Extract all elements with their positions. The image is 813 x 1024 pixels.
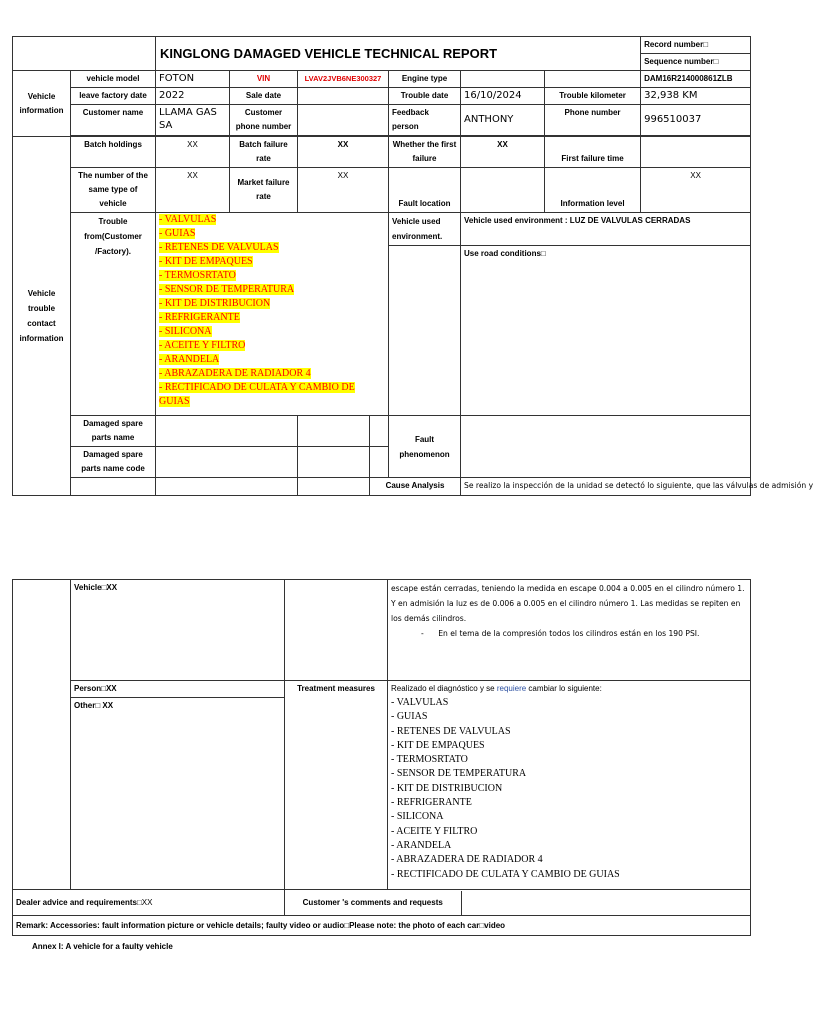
damaged-parts-code-label: Damaged spare parts name code	[71, 447, 156, 478]
leave-factory-label: leave factory date	[71, 88, 156, 105]
sale-date-label: Sale date	[230, 88, 298, 105]
road-conditions-label: Use road conditions□	[461, 246, 751, 416]
customer-phone-label: Customer phone number	[230, 105, 298, 136]
treatment-item: - ACEITE Y FILTRO	[391, 825, 478, 837]
trouble-item	[159, 241, 385, 255]
trouble-item-text: - KIT DE EMPAQUES	[159, 256, 253, 267]
customer-phone-value	[298, 105, 389, 136]
info-level-label: Information level	[545, 168, 641, 213]
treatment-measures-label: Treatment measures	[285, 681, 388, 890]
cause-bullet-item: - En el tema de la compresión todos los cilindros están en los 190 PSI.	[421, 629, 700, 638]
batch-failure-value: XX	[298, 137, 389, 168]
vehicle-model-label: vehicle model	[71, 71, 156, 88]
customer-name-value: LLAMA GAS SA	[156, 105, 230, 136]
trouble-from-label: Trouble from(Customer /Factory).	[71, 213, 156, 416]
damaged-parts-name-value-1	[156, 416, 298, 447]
treatment-item: - RECTIFICADO DE CULATA Y CAMBIO DE GUIAS	[391, 868, 620, 880]
trouble-item-text: - SENSOR DE TEMPERATURA	[159, 284, 295, 295]
damaged-parts-code-value-2	[298, 447, 370, 478]
trouble-item-text: - ACEITE Y FILTRO	[159, 340, 246, 351]
cause-blank-2	[156, 478, 298, 496]
trouble-item-text: - VALVULAS	[159, 214, 217, 225]
feedback-person-value: ANTHONY	[461, 105, 545, 136]
first-failure-value: XX	[461, 137, 545, 168]
damaged-parts-name-value-2	[298, 416, 370, 447]
cause-blank-1	[71, 478, 156, 496]
same-type-value: XX	[156, 168, 230, 213]
cause-continued	[388, 580, 751, 681]
trouble-item-text: - TERMOSRTATO	[159, 270, 236, 281]
leave-factory-value: 2022	[156, 88, 230, 105]
batch-holdings-label: Batch holdings	[71, 137, 156, 168]
sale-date-value	[298, 88, 389, 105]
vin-label: VIN	[230, 71, 298, 88]
phone-value: 996510037	[641, 105, 751, 136]
fault-location-label: Fault location	[389, 168, 461, 213]
engine-type-extra	[545, 71, 641, 88]
cause-analysis-text: Se realizo la inspección de la unidad se detectó lo siguiente, que las válvulas de admisión y	[461, 478, 751, 496]
customer-comments-cell	[285, 890, 751, 916]
fault-location-value	[461, 168, 545, 213]
report-title: KINGLONG DAMAGED VEHICLE TECHNICAL REPORT	[156, 37, 641, 71]
trouble-item-text: - SILICONA	[159, 326, 212, 337]
annex-note: Annex I: A vehicle for a faulty vehicle	[32, 942, 173, 951]
engine-type-label: Engine type	[389, 71, 461, 88]
cause-continued-text: escape están cerradas, teniendo la medida en escape 0.004 a 0.005 en el cilindro número 1. Y en admisión la luz es de 0.006 a 0.005 en el cilindro número 1. Las medidas se repiten en los demás cilindros.	[391, 584, 745, 623]
market-failure-label: Market failure rate	[230, 168, 298, 213]
trouble-item-text: - ABRAZADERA DE RADIADOR 4	[159, 368, 311, 379]
info-level-value: XX	[641, 168, 751, 213]
batch-failure-label: Batch failure rate	[230, 137, 298, 168]
treatment-item: - SENSOR DE TEMPERATURA	[391, 768, 527, 780]
damaged-parts-name-value-3	[370, 416, 389, 447]
phone-label: Phone number	[545, 105, 641, 136]
sequence-number-label: Sequence number□	[641, 54, 751, 71]
customer-comments-label: Customer 's comments and requests	[285, 891, 461, 915]
treatment-item: - REFRIGERANTE	[391, 797, 472, 809]
fault-phenomenon-label: Fault phenomenon	[389, 416, 461, 478]
trouble-item	[159, 255, 385, 269]
treatment-item: - GUIAS	[391, 711, 428, 723]
treatment-intro	[391, 682, 747, 696]
cause-blank-3	[298, 478, 370, 496]
page2-mid-blank	[285, 580, 388, 681]
treatment-item: - ARANDELA	[391, 839, 452, 851]
vehicle-model-value: FOTON	[156, 71, 230, 88]
trouble-item	[159, 297, 385, 311]
treatment-measures-content	[388, 681, 751, 890]
treatment-intro-a: Realizado el diagnóstico y se	[391, 684, 497, 693]
vehicle-xx-label: Vehicle□XX	[71, 580, 285, 681]
market-failure-value: XX	[298, 168, 389, 213]
treatment-item: - RETENES DE VALVULAS	[391, 725, 511, 737]
page2-left-blank	[13, 580, 71, 890]
trouble-item-text: - KIT DE DISTRIBUCION	[159, 298, 271, 309]
trouble-item	[159, 283, 385, 297]
trouble-date-value: 16/10/2024	[461, 88, 545, 105]
vehicle-used-value: Vehicle used environment : LUZ DE VALVULAS CERRADAS	[461, 213, 751, 246]
dealer-advice-label: Dealer advice and requirements□	[16, 897, 142, 907]
trouble-item-text: - REFRIGERANTE	[159, 312, 240, 323]
treatment-intro-c: cambiar lo siguiente:	[526, 684, 602, 693]
cause-bullet-text: En el tema de la compresión todos los cilindros están en los 190 PSI.	[438, 629, 700, 638]
trouble-item	[159, 213, 385, 227]
other-xx-label: Other□ XX	[71, 698, 285, 890]
same-type-label: The number of the same type of vehicle	[71, 168, 156, 213]
trouble-contact-section: Vehicle trouble contact information	[13, 137, 71, 496]
trouble-item-text: - ARANDELA	[159, 354, 220, 365]
trouble-item	[159, 367, 385, 381]
title-blank	[13, 37, 156, 71]
trouble-item	[159, 381, 385, 409]
first-failure-time-label: First failure time	[545, 137, 641, 168]
customer-comments-inner	[285, 891, 750, 915]
trouble-item	[159, 269, 385, 283]
trouble-items-list	[156, 213, 389, 416]
trouble-item-text: - GUIAS	[159, 228, 196, 239]
trouble-item	[159, 227, 385, 241]
trouble-item-text: - RECTIFICADO DE CULATA Y CAMBIO DE GUIAS	[159, 382, 355, 407]
feedback-person-label: Feedback person	[389, 105, 461, 136]
dealer-advice-value: XX	[141, 897, 153, 907]
sequence-value: DAM16R214000861ZLB	[641, 71, 751, 88]
trouble-date-label: Trouble date	[389, 88, 461, 105]
treatment-item: - TERMOSRTATO	[391, 754, 468, 766]
customer-comments-value	[461, 891, 750, 915]
first-failure-time-value	[641, 137, 751, 168]
trouble-item-text: - RETENES DE VALVULAS	[159, 242, 279, 253]
fault-phenomenon-value	[461, 416, 751, 478]
person-xx-label: Person□XX	[71, 681, 285, 698]
vin-value: LVAV2JVB6NE300327	[298, 71, 389, 88]
report-table-page1	[12, 36, 813, 496]
trouble-item	[159, 339, 385, 353]
trouble-item	[159, 353, 385, 367]
engine-type-value	[461, 71, 545, 88]
remark-row: Remark: Accessories: fault information picture or vehicle details; faulty video or audio□Please note: the photo of each car□video	[13, 916, 751, 936]
report-table-page2	[12, 579, 751, 936]
treatment-item: - VALVULAS	[391, 697, 449, 708]
first-failure-label: Whether the first failure	[389, 137, 461, 168]
cause-analysis-label: Cause Analysis	[370, 478, 461, 496]
customer-name-label: Customer name	[71, 105, 156, 136]
treatment-intro-b: requiere	[496, 684, 527, 693]
trouble-item	[159, 325, 385, 339]
trouble-km-label: Trouble kilometer	[545, 88, 641, 105]
trouble-item	[159, 311, 385, 325]
vehicle-used-blank	[389, 246, 461, 416]
damaged-parts-code-value-1	[156, 447, 298, 478]
trouble-km-value: 32,938 KM	[641, 88, 751, 105]
treatment-item: - ABRAZADERA DE RADIADOR 4	[391, 854, 543, 866]
vehicle-used-label: Vehicle used environment.	[389, 213, 461, 246]
record-number-label: Record number□	[641, 37, 751, 54]
batch-holdings-value: XX	[156, 137, 230, 168]
vehicle-information-section: Vehicle information	[13, 71, 71, 137]
damaged-parts-code-value-3	[370, 447, 389, 478]
treatment-item: - KIT DE DISTRIBUCION	[391, 782, 503, 794]
treatment-item: - SILICONA	[391, 811, 444, 823]
damaged-parts-name-label: Damaged spare parts name	[71, 416, 156, 447]
treatment-item: - KIT DE EMPAQUES	[391, 739, 485, 751]
dealer-advice	[13, 890, 285, 916]
